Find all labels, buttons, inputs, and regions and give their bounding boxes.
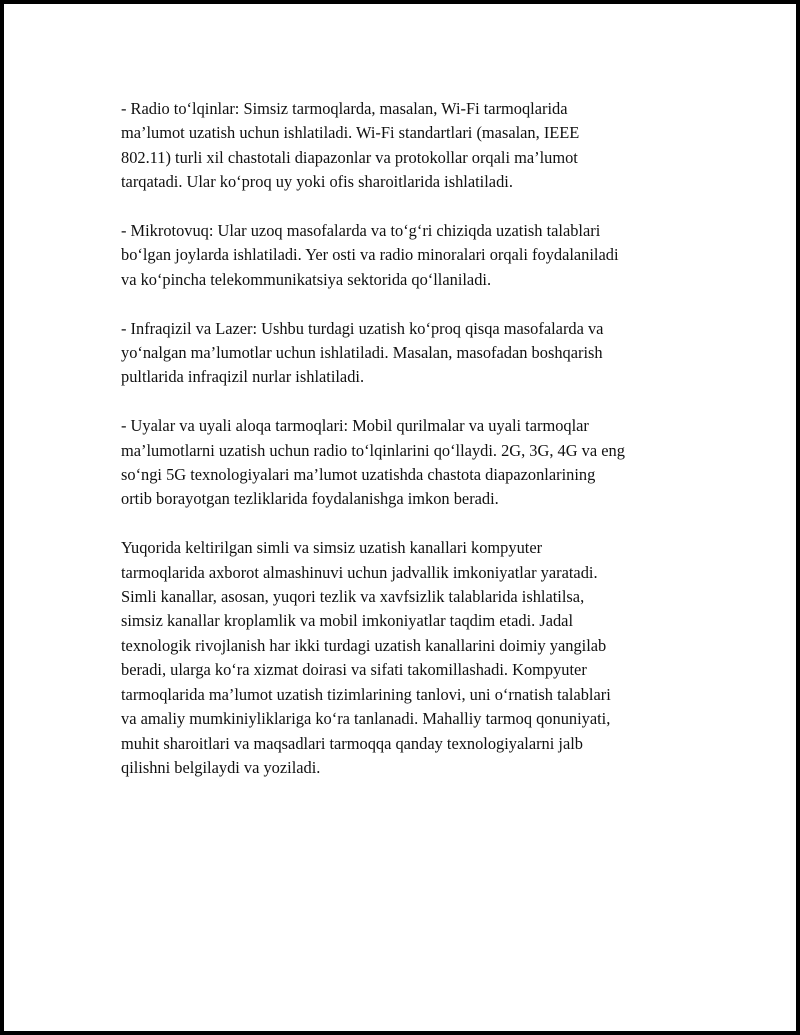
paragraph-conclusion: Yuqorida keltirilgan simli va simsiz uzatish kanallari kompyuter tarmoqlarida axborot almashinuvi uchun jadvallik imkoniyatlar yaratadi. Simli kanallar, asosan, yuqori tezlik va xavfsizlik talablarida ishlatilsa, simsiz kanallar kroplamlik va mobil imkoniyatlar taqdim etadi. Jadal texnologik rivojlanish har ikki turdagi uzatish kanallarini doimiy yangilab beradi, ularga ko‘ra xizmat doirasi va sifati takomillashadi. Kompyuter tarmoqlarida ma’lumot uzatish tizimlarining tanlovi, uni o‘rnatish talablari va amaliy mumkiniyliklariga ko‘ra tanlanadi. Mahalliy tarmoq qonuniyati, muhit sharoitlari va maqsadlari tarmoqqa qanday texnologiyalarni jalb qilishni belgilaydi va yoziladi. (121, 538, 611, 777)
paragraph-microwave: - Mikrotovuq: Ular uzoq masofalarda va to‘g‘ri chiziqda uzatish talablari bo‘lgan joylarda ishlatiladi. Yer osti va radio minoralari orqali foydalaniladi va ko‘pincha telekommunikatsiya sektorida qo‘llaniladi. (121, 221, 619, 289)
paragraph-radio-waves: - Radio to‘lqinlar: Simsiz tarmoqlarda, masalan, Wi-Fi tarmoqlarida ma’lumot uzatish uchun ishlatiladi. Wi-Fi standartlari (masalan, IEEE 802.11) turli xil chastotali diapazonlar va protokollar orqali ma’lumot tarqatadi. Ular ko‘proq uy yoki ofis sharoitlarida ishlatiladi. (121, 99, 580, 192)
document-body (121, 97, 701, 805)
paragraph-cellular-networks: - Uyalar va uyali aloqa tarmoqlari: Mobil qurilmalar va uyali tarmoqlar ma’lumotlarni uzatish uchun radio to‘lqinlarini qo‘llaydi. 2G, 3G, 4G va eng so‘ngi 5G texnologiyalari ma’lumot uzatishda chastota diapazonlarining ortib borayotgan tezliklarida foydalanishga imkon beradi. (121, 416, 625, 509)
paragraph-infrared-laser: - Infraqizil va Lazer: Ushbu turdagi uzatish ko‘proq qisqa masofalarda va yo‘nalgan ma’lumotlar uchun ishlatiladi. Masalan, masofadan boshqarish pultlarida infraqizil nurlar ishlatiladi. (121, 318, 604, 387)
